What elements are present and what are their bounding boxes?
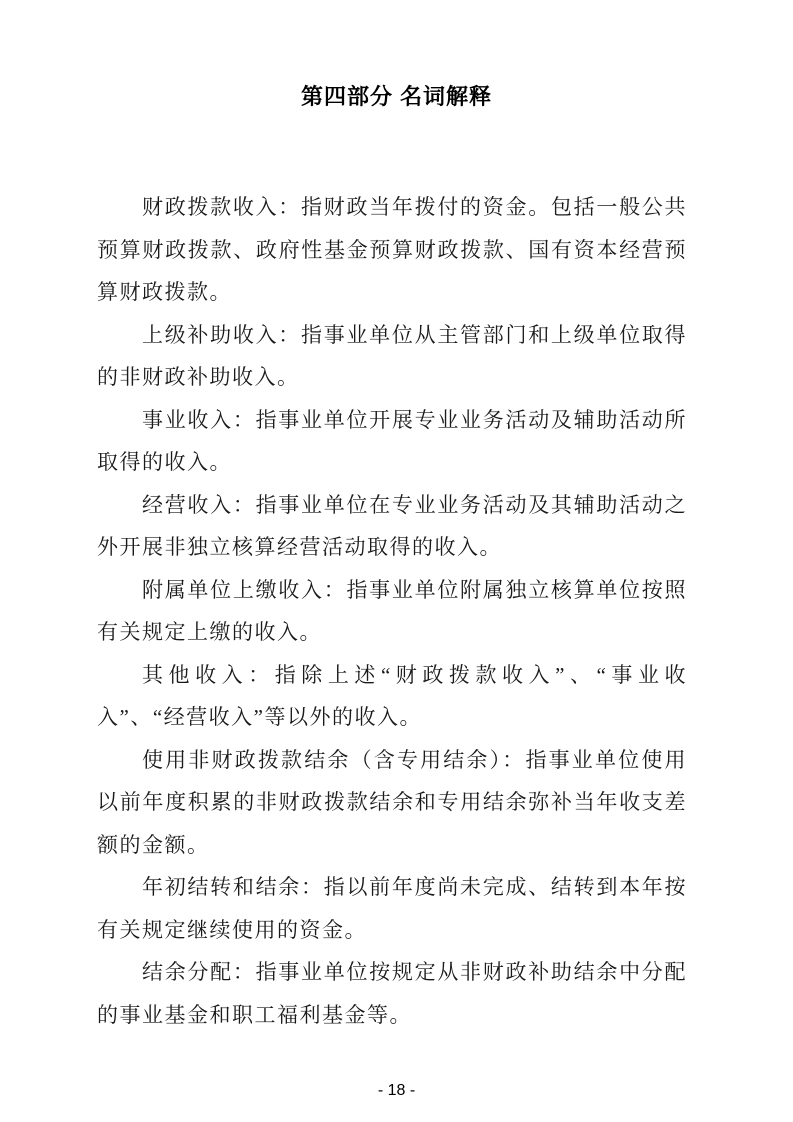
page-title: 第四部分 名词解释 [300,84,493,109]
paragraph-definition-nianchujiezhuan: 年初结转和结余：指以前年度尚未完成、结转到本年按有关规定继续使用的资金。 [97,875,687,942]
paragraph-definition-shiyeshouru: 事业收入：指事业单位开展专业业务活动及辅助活动所取得的收入。 [97,407,687,474]
page-number: - 18 - [377,1082,416,1099]
paragraph-definition-fushudanwei: 附属单位上缴收入：指事业单位附属独立核算单位按照有关规定上缴的收入。 [97,577,687,644]
paragraph-definition-jingyingshouru: 经营收入：指事业单位在专业业务活动及其辅助活动之外开展非独立核算经营活动取得的收入。 [97,492,687,559]
paragraph-definition-feicaizhengjieyu: 使用非财政拨款结余（含专用结余）：指事业单位使用以前年度积累的非财政拨款结余和专用结余弥补当年收支差额的金额。 [97,747,687,857]
paragraph-definition-qitashouru: 其他收入：指除上述“财政拨款收入”、“事业收入”、“经营收入”等以外的收入。 [97,662,687,729]
paragraph-definition-caizhengbokuan: 财政拨款收入：指财政当年拨付的资金。包括一般公共预算财政拨款、政府性基金预算财政拨款、国有资本经营预算财政拨款。 [97,195,687,304]
document-body [97,186,687,1036]
paragraph-definition-shangjibuzu: 上级补助收入：指事业单位从主管部门和上级单位取得的非财政补助收入。 [97,322,687,389]
paragraph-definition-jieyufenpei: 结余分配：指事业单位按规定从非财政补助结余中分配的事业基金和职工福利基金等。 [97,960,687,1027]
